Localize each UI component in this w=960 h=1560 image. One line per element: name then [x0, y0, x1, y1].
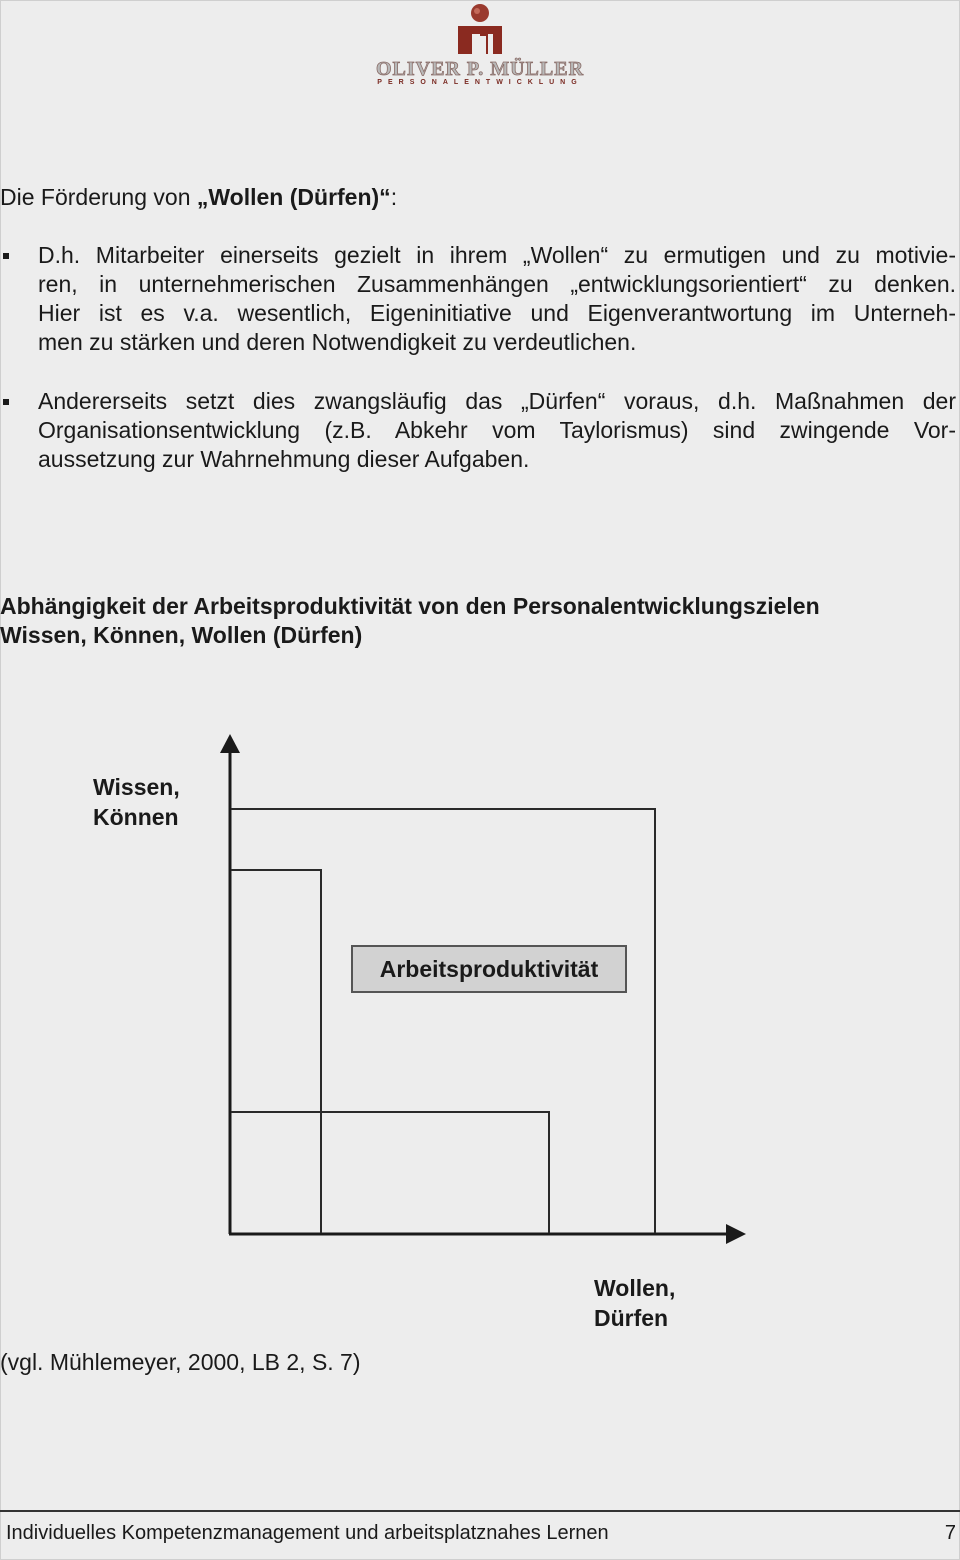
intro-emphasis: „Wollen (Dürfen)“	[196, 184, 391, 210]
heading-line-1: Abhängigkeit der Arbeitsproduktivität von den Personalentwicklungszielen	[0, 593, 820, 619]
footer-title: Individuelles Kompetenzmanagement und arbeitsplatznahes Lernen	[6, 1522, 609, 1544]
x-axis-label-line: Wollen,	[594, 1275, 676, 1301]
bullet-line: men zu stärken und deren Notwendigkeit zu verdeutlichen.	[38, 329, 637, 355]
wissen-rectangle	[231, 870, 321, 1233]
bullet-line: Andererseits setzt dies zwangsläufig das „Dürfen“ voraus, d.h. Maßnahmen der	[38, 388, 956, 414]
productivity-label: Arbeitsproduktivität	[351, 945, 627, 993]
logo-name: OLIVER P. MÜLLER	[375, 58, 585, 80]
y-axis-label	[93, 772, 180, 832]
wollen-rectangle	[231, 1112, 549, 1233]
x-axis-label-line: Dürfen	[594, 1305, 669, 1331]
intro-prefix: Die Förderung von	[0, 184, 197, 210]
logo-subtitle: PERSONALENTWICKLUNG	[377, 79, 583, 86]
bullet-line: Hier ist es v.a. wesentlich, Eigeninitiative und Eigenverantwortung im Unterneh-	[38, 300, 956, 326]
bullet-line: D.h. Mitarbeiter einerseits gezielt in ihrem „Wollen“ zu ermutigen und zu motivie-	[38, 242, 956, 268]
x-axis-arrow-icon	[726, 1224, 746, 1244]
page-number: 7	[944, 1522, 956, 1544]
y-axis-label-line: Wissen,	[93, 774, 180, 800]
heading-line-2: Wissen, Können, Wollen (Dürfen)	[0, 622, 363, 648]
y-axis-arrow-icon	[220, 734, 240, 753]
outer-rectangle	[231, 809, 655, 1233]
x-axis-label	[594, 1273, 675, 1333]
citation: (vgl. Mühlemeyer, 2000, LB 2, S. 7)	[0, 1349, 361, 1375]
intro-suffix: :	[390, 184, 398, 210]
footer-divider	[0, 1510, 960, 1512]
bullet-line: aussetzung zur Wahrnehmung dieser Aufgaben.	[38, 446, 530, 472]
bullet-line: ren, in unternehmerischen Zusammenhängen „entwicklungsorientiert“ zu denken.	[38, 271, 956, 297]
bullet-line: Organisationsentwicklung (z.B. Abkehr vom Taylorismus) sind zwingende Vor-	[38, 417, 956, 443]
y-axis-label-line: Können	[93, 804, 179, 830]
